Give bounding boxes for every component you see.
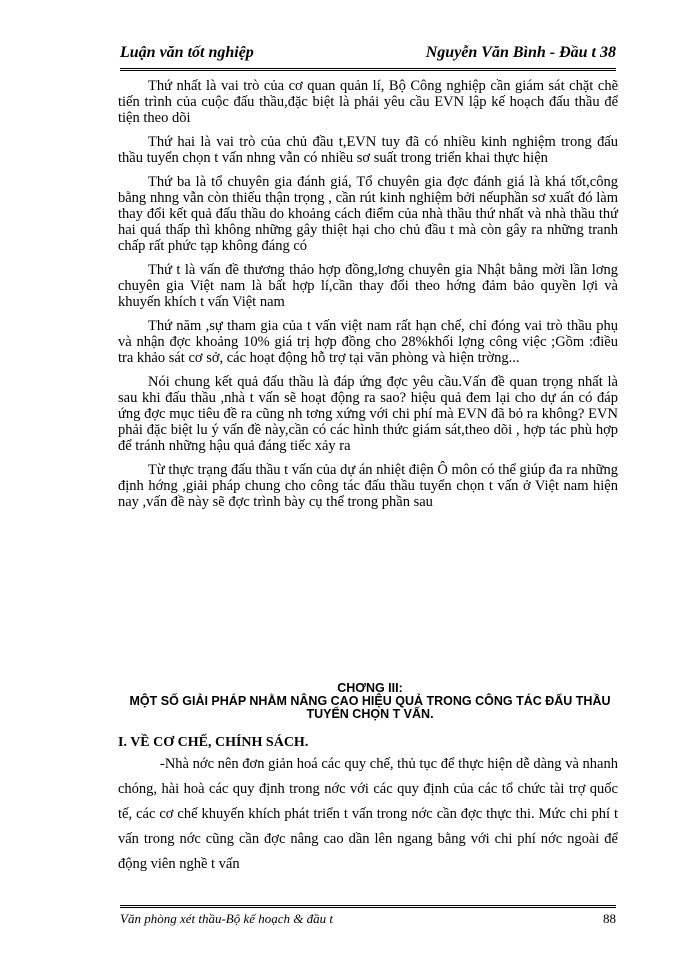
paragraph-6: Nói chung kết quả đấu thầu là đáp ứng đợc yêu cầu.Vấn đề quan trọng nhất là sau khi đấu thầu ,nhà t vấn sẽ hoạt động ra sao? hiệu quả đem lại cho dự án có đáp ứng đợc mục tiêu đề ra cũng nh tơng xứng với chi phí mà EVN đã bỏ ra không? EVN phải đặc biệt lu ý vấn đề này,cần có các hình thức giám sát,theo dõi , hợp tác phù hợp để tránh những hậu quả đáng tiếc xảy ra: [118, 374, 618, 454]
paragraph-4: Thứ t là vấn đề thương thảo hợp đồng,lơng chuyên gia Nhật bằng mời lần lơng chuyên gia Việt nam là bất hợp lí,cần thay đổi theo hớng đảm bảo quyền lợi và khuyến khích t vấn Việt nam: [118, 262, 618, 310]
paragraph-2: Thứ hai là vai trò của chủ đầu t,EVN tuy đã có nhiều kinh nghiệm trong đấu thầu tuyển chọn t vấn nhng vẫn có nhiều sơ suất trong triển khai thực hiện: [118, 134, 618, 166]
chapter-heading: [120, 682, 620, 721]
paragraph-7: Từ thực trạng đấu thầu t vấn của dự án nhiệt điện Ô môn có thể giúp đa ra những định hớng ,giải pháp chung cho công tác đấu thầu tuyển chọn t vấn ở Việt nam hiện nay ,vấn đề này sẽ đợc trình bày cụ thể trong phần sau: [118, 462, 618, 510]
page-footer: [120, 905, 616, 930]
footer-page-number: 88: [603, 911, 616, 926]
header-author-page: Nguyễn Văn Bình - Đầu t 38: [425, 44, 616, 61]
paragraph-5: Thứ năm ,sự tham gia của t vấn việt nam rất hạn chế, chỉ đóng vai trò thầu phụ và nhận đợc khoảng 10% giá trị hợp đồng cho 28%khối lợng công việc ;Gồm :điều tra khảo sát cơ sở, các hoạt động hỗ trợ tại văn phòng và hiện trờng...: [118, 318, 618, 366]
paragraph-3: Thứ ba là tổ chuyên gia đánh giá, Tổ chuyên gia đợc đánh giá là khá tốt,công bằng nhng vẫn còn thiếu thận trọng , cần rút kinh nghiệm bởi nếuphần sơ xuất đó làm thay đổi kết quả đấu thầu do khoảng cách điểm của nhà thầu thứ nhất và nhà thầu thứ hai quá thấp thì không những gây thiệt hại cho chủ đầu t mà còn gây ra những tranh chấp rất phức tạp không đáng có: [118, 174, 618, 254]
chapter-number: CHƠNG III:: [337, 681, 403, 695]
main-text: [118, 78, 618, 518]
chapter-title-line-2: TUYỂN CHỌN T VẤN.: [306, 707, 434, 721]
footer-office: Văn phòng xét thầu-Bộ kế hoạch & đầu t: [120, 911, 334, 926]
header-thesis-title: Luận văn tốt nghiệp: [120, 44, 254, 61]
section-paragraph: -Nhà nớc nên đơn giản hoá các quy chế, thủ tục để thực hiện dễ dàng và nhanh chóng, hài hoà các quy định trong nớc với các quy định của các tổ chức tài trợ quốc tế, các cơ chế khuyến khích phát triển t vấn trong nớc cần đợc thực thi. Mức chi phí t vấn trong nớc cũng cần đợc nâng cao dần lên ngang bằng với chi phí nớc ngoài để động viên nghề t vấn: [118, 756, 618, 872]
chapter-title-line-1: MỘT SỐ GIẢI PHÁP NHẰM NÂNG CAO HIỆU QUẢ TRONG CÔNG TÁC ĐẤU THẦU: [129, 694, 611, 708]
paragraph-1: Thứ nhất là vai trò của cơ quan quản lí, Bộ Công nghiệp cần giám sát chặt chẽ tiến trình của cuộc đấu thầu,đặc biệt là phải yêu cầu EVN lập kế hoạch đấu thầu để tiện theo dõi: [118, 78, 618, 126]
section-heading: I. VỀ CƠ CHẾ, CHÍNH SÁCH.: [118, 735, 309, 750]
page-header: [120, 40, 616, 71]
